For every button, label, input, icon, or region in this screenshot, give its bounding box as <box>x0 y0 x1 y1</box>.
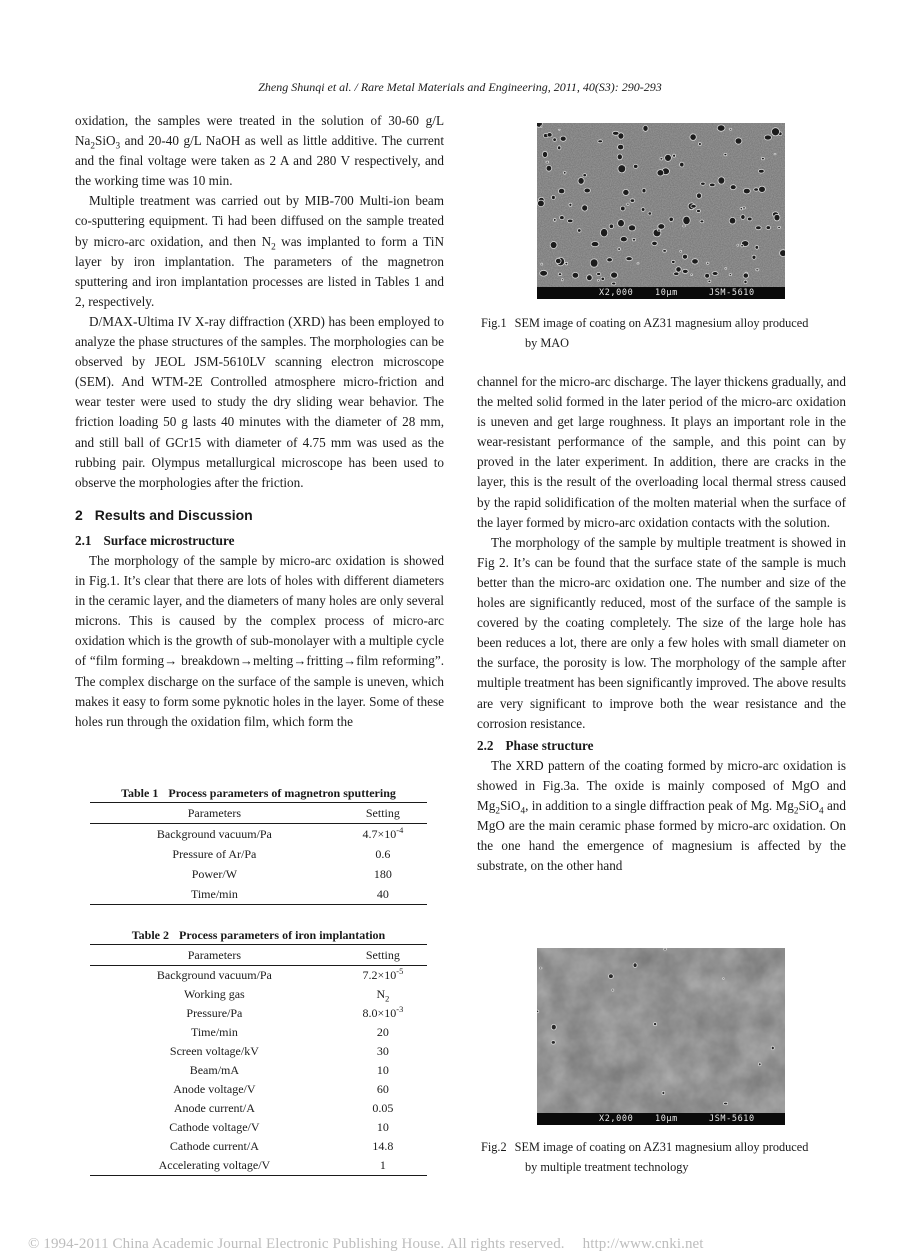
pore <box>637 263 639 264</box>
pore <box>565 262 568 265</box>
pore <box>754 188 759 191</box>
pore <box>623 189 629 195</box>
paragraph: The morphology of the sample by micro-arc oxidation is showed in Fig.1. It’s clear that there are lots of holes with different diameters in the ceramic layer, and the diameters of many holes are only several microns. This is caused by the complex process of micro-arc oxidation which is the growth of sub-monolayer with a multiple cycle of “film forming→ breakdown→melting→fritting→film reforming”. The complex discharge on the surface of the sample is uneven, which makes it easy to form some pyknotic holes in the layer. Some of these holes run through the oxidation film, which form the <box>75 552 444 729</box>
pore <box>735 138 742 144</box>
pore <box>680 162 684 167</box>
pore <box>774 153 776 154</box>
pore <box>743 207 746 209</box>
table-row <box>90 1137 427 1156</box>
pore <box>607 258 613 262</box>
pore <box>740 208 742 210</box>
table-cell: Background vacuum/Pa <box>156 826 272 841</box>
pore <box>654 1023 657 1026</box>
paragraph: oxidation, the samples were treated in the solution of 30-60 g/L $Na_2SiO_3$ and 20-40 g/L NaOH as well as little additive. The current and the final voltage were taken as 2 A and 280 V respectively, and the working time was 10 min. <box>75 113 444 189</box>
table-cell: $4.7\times 10^{-4}$ <box>362 825 404 841</box>
pore <box>696 193 701 198</box>
table-cell: 30 <box>376 1044 389 1058</box>
pore <box>772 128 780 136</box>
pore <box>627 203 629 205</box>
pore <box>551 1024 556 1030</box>
pore <box>564 171 566 174</box>
pore <box>774 214 780 221</box>
pore <box>618 144 624 150</box>
table-cell: Cathode voltage/V <box>169 1120 260 1134</box>
pore <box>618 220 625 227</box>
sem-texture <box>537 123 785 287</box>
table-cell: 40 <box>339 884 427 905</box>
pore <box>561 279 563 281</box>
table-cell: Beam/mA <box>189 1063 240 1077</box>
table-row <box>90 1023 427 1042</box>
table-row <box>90 1061 427 1080</box>
pore <box>550 242 557 249</box>
pore <box>611 272 618 278</box>
table-cell: Anode current/A <box>173 1101 255 1115</box>
pore <box>708 280 711 282</box>
pore <box>609 224 613 229</box>
pore <box>621 206 626 211</box>
pore <box>560 136 566 141</box>
pore <box>553 138 557 142</box>
pore <box>600 229 607 237</box>
table-cell: Anode voltage/V <box>173 1082 256 1096</box>
pore <box>626 257 632 261</box>
pore <box>729 274 731 276</box>
copyright-footer: © 1994-2011 China Academic Journal Electronic Publishing House. All rights reserved. http://www.cnki.net <box>28 1236 704 1252</box>
pore <box>759 186 766 192</box>
pore <box>540 126 542 127</box>
pore <box>780 250 785 257</box>
pore <box>590 259 598 267</box>
pore <box>558 273 562 276</box>
pore <box>756 269 759 271</box>
paragraph: The XRD pattern of the coating formed by micro-arc oxidation is showed in Fig.3a. The oxide is mainly composed of MgO and $Mg_2SiO_4$, in addition to a single diffraction peak of Mg. $Mg_2SiO_4$ and MgO are the main ceramic phase formed by micro-arc oxidation. On the one hand the emergence of magnesium is affected by the substrate, on the other hand <box>477 757 846 874</box>
pore <box>730 185 736 190</box>
pore <box>658 224 665 230</box>
pore <box>554 219 557 222</box>
pore <box>660 158 663 160</box>
pore <box>724 153 727 155</box>
pore <box>582 205 588 211</box>
pore <box>672 260 676 263</box>
table-cell: Time/min <box>90 884 339 905</box>
pore <box>598 140 603 143</box>
pore <box>771 1046 774 1050</box>
pore <box>691 274 693 276</box>
pore <box>630 199 635 203</box>
pore <box>628 225 635 231</box>
pore <box>674 272 679 275</box>
table-row <box>90 1080 427 1099</box>
pore <box>546 165 552 171</box>
pore <box>618 248 621 251</box>
table-row <box>90 884 427 905</box>
pore <box>673 154 676 157</box>
pore <box>664 948 667 950</box>
pore <box>683 216 690 224</box>
pore <box>669 217 673 221</box>
paragraph: Multiple treatment was carried out by MIB-700 Multi-ion beam co-sputtering equipment. Ti had been diffused on the sample treated by micro-arc oxidation, and then $N_2$ was implanted to form a TiN layer by iron implantation. The parameters of the magnetron sputtering and iron implantation processes are listed in Tables 1 and 2, respectively. <box>75 193 444 309</box>
pore <box>609 974 614 979</box>
pore <box>752 255 756 259</box>
table-cell: Background vacuum/Pa <box>156 968 272 982</box>
table-cell: Working gas <box>184 987 245 1001</box>
table-cell: 0.6 <box>375 846 391 861</box>
pore <box>578 178 584 185</box>
table-cell: 10 <box>376 1063 389 1077</box>
table-1 <box>90 784 427 905</box>
pore <box>618 165 626 173</box>
figure-caption: Fig.1 SEM image of coating on AZ31 magnesium alloy produced by MAO <box>481 316 809 350</box>
pore <box>761 157 764 159</box>
table-row <box>90 1156 427 1176</box>
pore <box>737 244 739 246</box>
pore <box>723 978 725 980</box>
pore <box>547 133 552 137</box>
pore <box>556 258 562 263</box>
pore <box>697 210 701 213</box>
paragraph: D/MAX-Ultima IV X-ray diffraction (XRD) has been employed to analyze the phase structures of the samples. The morphologies can be observed by JEOL JSM-5610LV scanning electron microscope (SEM). And WTM-2E Controlled atmosphere micro-friction and wear tester were used to study the dry sliding wear behavior. The friction loading 50 g lasts 40 minutes with the diameter of 28 mm, and still ball of GCr15 with diameter of 4.75 mm was used as the rubbing pair. Olympus metallurgical microscope has been used to observe the morphologies after the friction. <box>75 313 444 490</box>
pore <box>725 268 727 270</box>
sem-image-fig1 <box>537 123 785 299</box>
table-cell: 180 <box>373 866 392 881</box>
figure-caption: Fig.2 SEM image of coating on AZ31 magnesium alloy produced by multiple treatment technology <box>481 1140 809 1174</box>
pore <box>706 262 709 264</box>
pore <box>701 182 706 185</box>
pore <box>766 226 771 230</box>
pore <box>558 146 561 150</box>
pore <box>597 273 601 276</box>
table-row <box>90 966 427 986</box>
pore <box>612 282 616 285</box>
table-row <box>90 1042 427 1061</box>
pore <box>743 273 748 278</box>
pore <box>584 188 590 193</box>
pore <box>617 154 622 160</box>
table-cell: $N_2$ <box>376 987 390 1004</box>
pore <box>743 188 750 194</box>
table-row <box>90 1118 427 1137</box>
table-cell: $7.2\times 10^{-5}$ <box>362 967 404 982</box>
sem-info-bar: X2,000 10μm JSM-5610 <box>537 1113 785 1125</box>
table-row <box>90 844 427 864</box>
column-header: Setting <box>339 803 427 824</box>
table-cell: $8.0\times 10^{-3}$ <box>362 1005 404 1020</box>
pore <box>567 219 573 223</box>
pore <box>676 267 681 272</box>
pore <box>691 205 696 209</box>
pore <box>764 135 771 140</box>
sem-image-fig2 <box>537 948 785 1125</box>
pore <box>641 208 645 212</box>
paragraph: channel for the micro-arc discharge. The layer thickens gradually, and the melted solid formed in the later period of the micro-arc oxidation is uneven and get large roughness. It plays an important role in the wear-resistant performance of the sample, and this point can by proved in the later experiment. In addition, there are cracks in the layer, this is the result of the overloading local thermal stress caused by the rapid solidification of the molten material when the surface of the layer formed by micro-arc oxidation contacts with the solution. <box>477 374 846 530</box>
pore <box>587 275 593 281</box>
pore <box>705 273 710 278</box>
pore <box>578 229 582 233</box>
table-row <box>90 1004 427 1023</box>
pore <box>572 272 579 278</box>
pore <box>643 125 648 131</box>
pore <box>717 125 725 131</box>
right-column <box>477 372 846 876</box>
pore <box>558 188 564 193</box>
sem-info-bar: X2,000 10μm JSM-5610 <box>537 287 785 299</box>
table-cell: 60 <box>376 1082 389 1096</box>
pore <box>724 1102 728 1105</box>
pore <box>569 203 572 206</box>
pore <box>690 134 696 141</box>
pore <box>601 277 605 280</box>
pore <box>741 215 745 220</box>
pore <box>539 967 542 969</box>
pore <box>612 131 619 135</box>
pore <box>682 254 687 259</box>
pore <box>692 259 699 264</box>
pore <box>663 250 667 253</box>
column-header: Parameters <box>90 803 339 824</box>
pore <box>747 217 752 221</box>
column-header: Setting <box>339 945 427 966</box>
table-cell: Cathode current/A <box>169 1139 259 1153</box>
sem-texture <box>537 948 785 1113</box>
pore <box>546 161 549 163</box>
column-header: Parameters <box>90 945 339 966</box>
pore <box>633 963 637 968</box>
table-row <box>90 824 427 845</box>
pore <box>657 229 660 231</box>
pore <box>542 151 547 157</box>
running-head: Zheng Shunqi et al. / Rare Metal Materials and Engineering, 2011, 40(S3): 290-293 <box>258 80 662 94</box>
pore <box>756 226 762 230</box>
pore <box>729 128 731 130</box>
table-2 <box>90 926 427 1176</box>
pore <box>712 272 718 276</box>
table-row <box>90 1099 427 1118</box>
table-row <box>90 985 427 1004</box>
pore <box>744 280 747 283</box>
pore <box>632 238 635 241</box>
table-cell: Power/W <box>191 866 238 881</box>
pore <box>597 279 599 281</box>
pore <box>759 1063 762 1066</box>
table-caption: Table 1 Process parameters of magnetron sputtering <box>121 786 396 800</box>
pore <box>755 246 759 250</box>
table-cell: 0.05 <box>372 1101 394 1115</box>
table-caption: Table 2 Process parameters of iron implantation <box>131 928 386 942</box>
table-cell: 10 <box>376 1120 389 1134</box>
pore <box>652 241 658 245</box>
pore <box>665 154 672 161</box>
table-cell: 1 <box>339 1156 427 1176</box>
pore <box>758 169 764 173</box>
section-heading: 2 Results and Discussion <box>75 506 253 523</box>
pore <box>540 270 548 276</box>
pore <box>657 170 664 176</box>
table-cell: Accelerating voltage/V <box>90 1156 339 1176</box>
pore <box>591 242 599 247</box>
pore <box>583 174 587 177</box>
pore <box>612 989 614 991</box>
subsection-heading: 2.1 Surface microstructure <box>75 532 235 548</box>
pore <box>682 269 688 273</box>
pore <box>552 195 556 199</box>
pore <box>700 220 704 223</box>
pore <box>680 250 682 252</box>
table-cell: Screen voltage/kV <box>169 1044 259 1058</box>
pore <box>560 216 565 220</box>
pore <box>559 129 561 130</box>
pore <box>683 225 686 227</box>
pore <box>662 1091 665 1094</box>
pore <box>648 212 652 215</box>
subsection-heading: 2.2 Phase structure <box>477 737 594 753</box>
pore <box>551 1041 555 1045</box>
pore <box>741 245 744 247</box>
pore <box>537 1010 539 1013</box>
table-cell: Time/min <box>190 1025 238 1039</box>
table-cell: Pressure/Pa <box>186 1006 243 1020</box>
pore <box>710 183 716 187</box>
pore <box>778 226 781 228</box>
pore <box>729 217 736 224</box>
pore <box>633 164 638 168</box>
table-cell: Pressure of Ar/Pa <box>172 846 257 861</box>
left-column <box>75 111 444 732</box>
pore <box>541 263 543 265</box>
table-cell: 14.8 <box>372 1139 394 1153</box>
pore <box>718 177 725 184</box>
table-row <box>90 864 427 884</box>
pore <box>538 200 545 207</box>
pore <box>699 143 702 146</box>
pore <box>642 188 646 193</box>
paragraph: The morphology of the sample by multiple treatment is showed in Fig 2. It’s can be found that the surface state of the sample is much better than the micro-arc oxidation one. The number and size of the holes are significantly reduced, most of the surface of the sample is covered by the coating completely. The size of the large hole has been reduces a lot, there are only a few holes with small diameter on the surface, the porosity is low. The morphology of the sample after multiple treatment has been significantly improved. The above results are very significant to improve both the wear resistance and the corrosion resistance. <box>477 534 846 731</box>
pore <box>620 237 627 242</box>
table-cell: 20 <box>376 1025 389 1039</box>
